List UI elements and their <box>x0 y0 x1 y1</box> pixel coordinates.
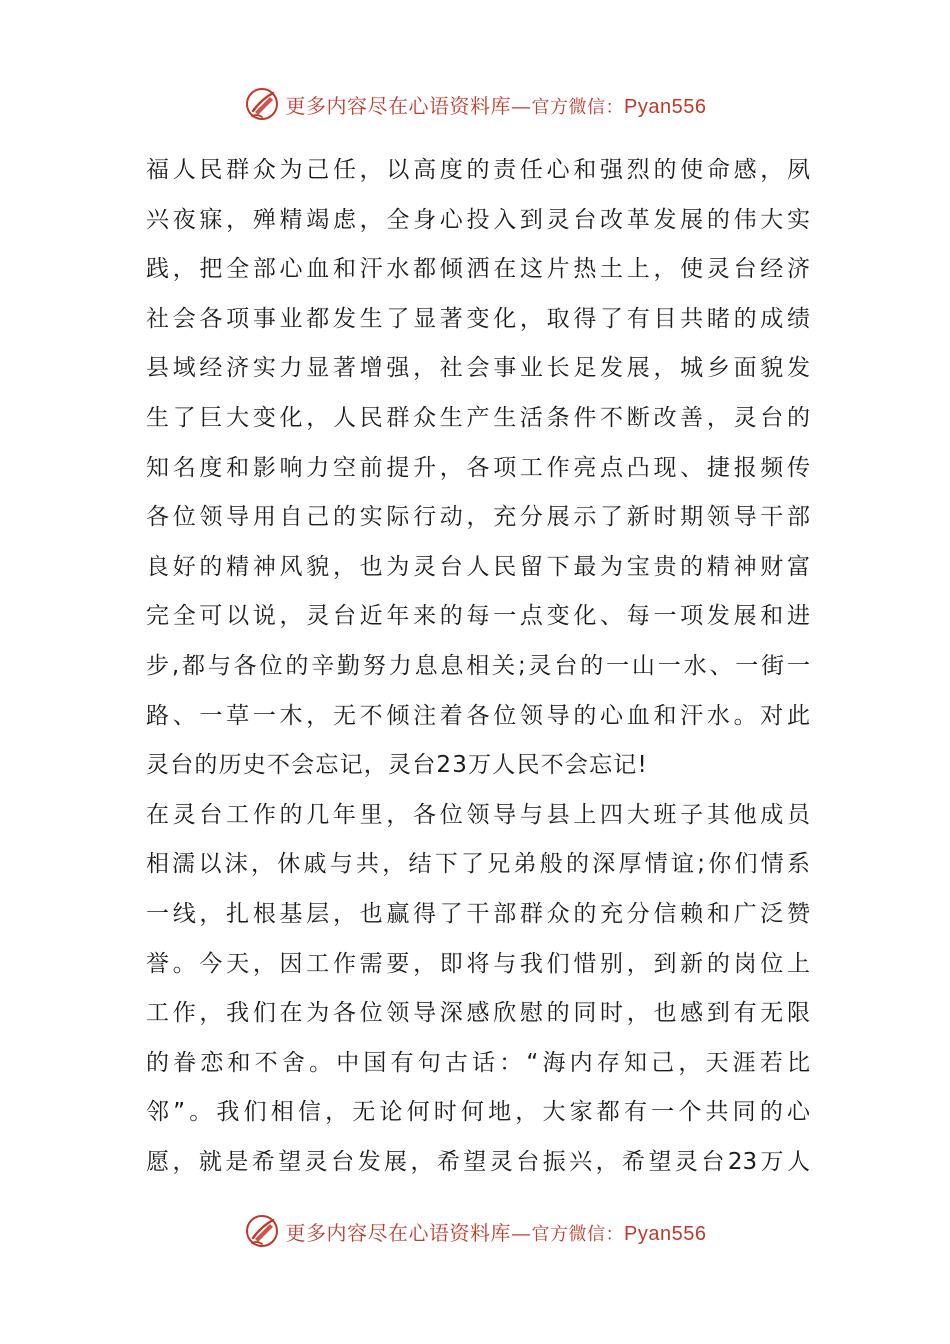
footer-wechat-label: 官方微信： <box>531 1223 625 1245</box>
body-line: 灵台的历史不会忘记，灵台23万人民不会忘记! <box>146 752 648 779</box>
body-line: 工作，我们在为各位领导深感欣慰的同时，也感到有无限 <box>146 1000 810 1027</box>
header-separator: — <box>511 93 532 118</box>
pen-logo-icon <box>244 86 280 122</box>
body-line: 誉。今天，因工作需要，即将与我们惜别，到新的岗位上 <box>146 950 810 977</box>
body-line: 良好的精神风貌，也为灵台人民留下最为宝贵的精神财富 <box>146 553 810 580</box>
body-line: 知名度和影响力空前提升，各项工作亮点凸现、捷报频传 <box>146 454 810 481</box>
footer-text <box>286 1217 707 1246</box>
body-line: 邻”。我们相信，无论何时何地，大家都有一个共同的心 <box>146 1099 810 1126</box>
header-wechat-label: 官方微信： <box>531 96 625 118</box>
body-line: 完全可以说，灵台近年来的每一点变化、每一项发展和进 <box>146 603 810 630</box>
footer-wechat-id: Pyan556 <box>624 1222 707 1245</box>
body-line: 践，把全部心血和汗水都倾洒在这片热土上，使灵台经济 <box>146 256 810 283</box>
body-line: 兴夜寐，殚精竭虑，全身心投入到灵台改革发展的伟大实 <box>146 206 810 233</box>
body-line: 县域经济实力显著增强，社会事业长足发展，城乡面貌发 <box>146 355 810 382</box>
body-line: 社会各项事业都发生了显著变化，取得了有目共睹的成绩 <box>146 305 810 332</box>
body-line: 路、一草一木，无不倾注着各位领导的心血和汗水。对此 <box>146 702 810 729</box>
body-line: 相濡以沫，休戚与共，结下了兄弟般的深厚情谊;你们情系 <box>146 851 810 878</box>
body-line: 生了巨大变化，人民群众生产生活条件不断改善，灵台的 <box>146 404 810 431</box>
footer-banner <box>0 1209 950 1253</box>
body-line: 的眷恋和不舍。中国有句古话：“海内存知己，天涯若比 <box>146 1049 810 1076</box>
footer-slogan: 更多内容尽在心语资料库 <box>285 1220 512 1245</box>
header-slogan: 更多内容尽在心语资料库 <box>285 93 512 118</box>
header-wechat-id: Pyan556 <box>624 95 707 118</box>
body-line: 各位领导用自己的实际行动，充分展示了新时期领导干部 <box>146 504 810 531</box>
pen-logo-icon <box>244 1213 280 1249</box>
body-line: 愿，就是希望灵台发展，希望灵台振兴，希望灵台23万人 <box>146 1148 810 1175</box>
body-line: 一线，扎根基层，也赢得了干部群众的充分信赖和广泛赞 <box>146 900 810 927</box>
body-line: 在灵台工作的几年里，各位领导与县上四大班子其他成员 <box>146 801 810 828</box>
footer-separator: — <box>511 1220 532 1245</box>
header-banner <box>0 82 950 126</box>
header-text <box>286 90 707 119</box>
footer-banner-inner <box>244 1213 707 1249</box>
body-line: 步,都与各位的辛勤努力息息相关;灵台的一山一水、一街一 <box>146 652 810 679</box>
header-banner-inner <box>244 86 707 122</box>
document-body <box>146 146 810 1187</box>
body-line: 福人民群众为己任，以高度的责任心和强烈的使命感，夙 <box>146 157 810 183</box>
